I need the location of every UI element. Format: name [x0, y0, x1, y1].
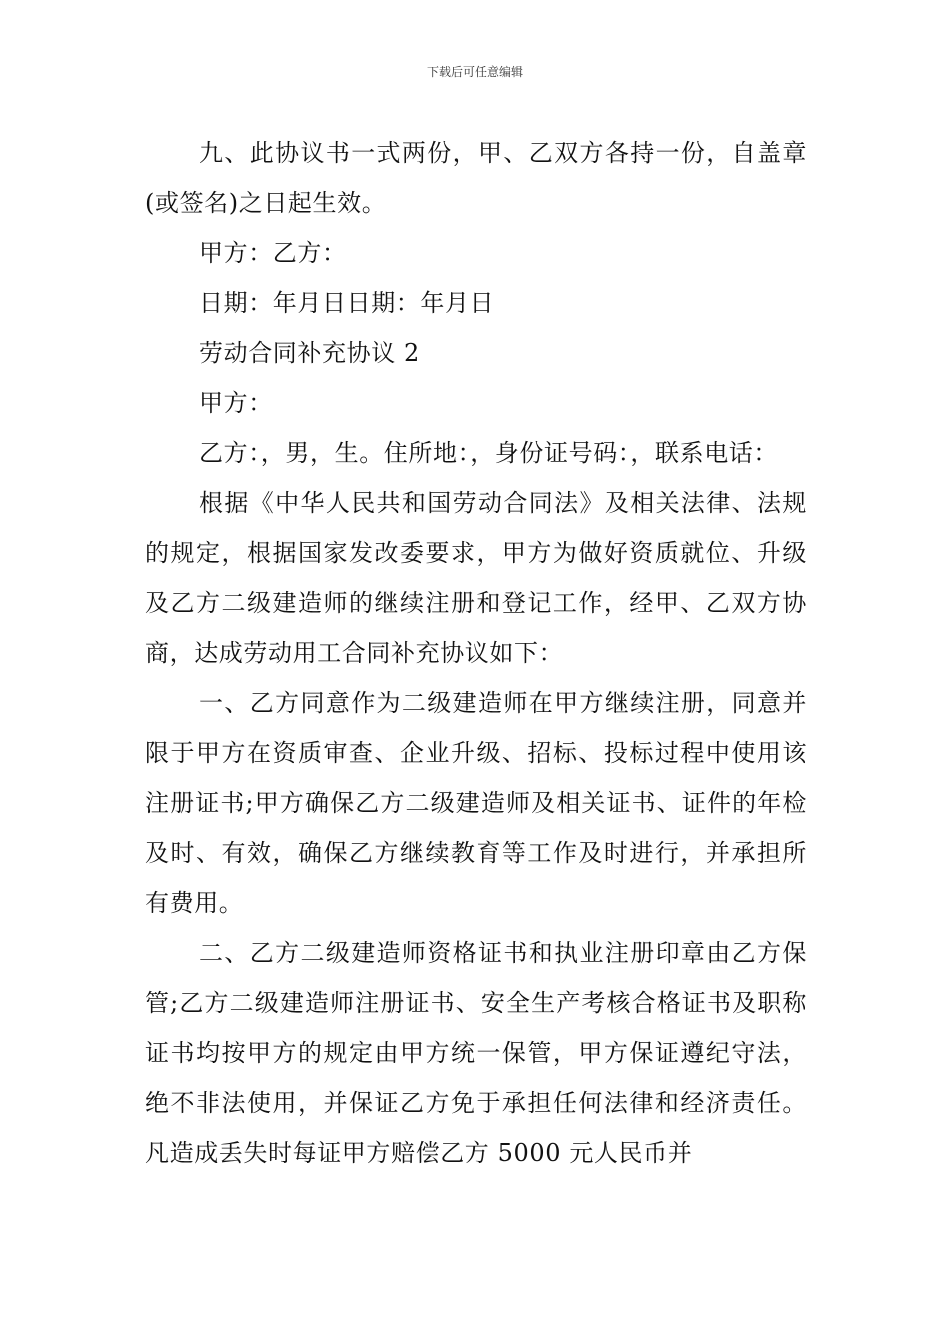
party-b-line: 乙方：，男，生。住所地：，身份证号码：，联系电话： — [199, 439, 778, 467]
clause-one-paragraph: 一、乙方同意作为二级建造师在甲方继续注册，同意并限于甲方在资质审查、企业升级、招标、投标过程中使用该注册证书;甲方确保乙方二级建造师及相关证书、证件的年检及时、有效，确保乙方继续教育等工作及时进行，并承担所有费用。 — [145, 689, 807, 917]
page-header: 下载后可任意编辑 — [426, 65, 523, 79]
agreement-title: 劳动合同补充协议 2 — [199, 339, 420, 367]
signature-dates-line: 日期：年月日日期：年月日 — [199, 289, 495, 317]
signature-parties-line: 甲方：乙方： — [199, 239, 347, 267]
clause-two-paragraph: 二、乙方二级建造师资格证书和执业注册印章由乙方保管;乙方二级建造师注册证书、安全生产考核合格证书及职称证书均按甲方的规定由甲方统一保管，甲方保证遵纪守法，绝不非法使用，并保证乙方免于承担任何法律和经济责任。凡造成丢失时每证甲方赔偿乙方 5000 元人民币并 — [145, 939, 807, 1167]
clause-nine-paragraph: 九、此协议书一式两份，甲、乙双方各持一份，自盖章(或签名)之日起生效。 — [145, 139, 807, 217]
party-a-line: 甲方： — [199, 389, 273, 417]
document-body — [145, 128, 807, 1178]
preamble-paragraph: 根据《中华人民共和国劳动合同法》及相关法律、法规的规定，根据国家发改委要求，甲方为做好资质就位、升级及乙方二级建造师的继续注册和登记工作，经甲、乙双方协商，达成劳动用工合同补充协议如下： — [145, 489, 807, 667]
